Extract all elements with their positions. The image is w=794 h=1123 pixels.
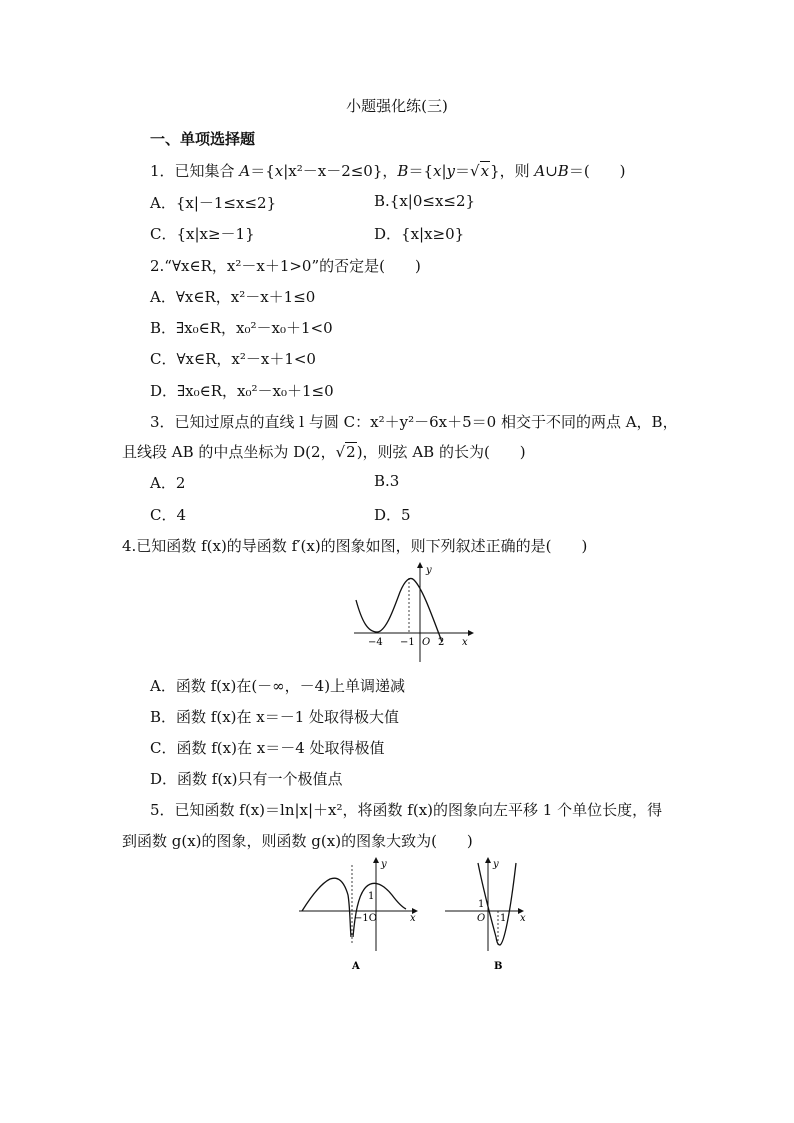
option-a-graph [296,855,421,975]
curve-right-branch [353,883,406,937]
question-3-option-d: D．5 [374,506,411,524]
question-1-option-a: A．{x|－1≤x≤2} [150,194,277,212]
question-5-stem-line-1: 5．已知函数 f(x)＝ln|x|＋x²，将函数 f(x)的图象向左平移 1 个单位长度，得 [150,801,663,819]
question-2-stem: 2.“∀x∈R，x²－x＋1>0”的否定是( ) [150,257,421,275]
y-axis-arrow [417,562,423,568]
y-label: y [493,859,499,870]
question-4-stem: 4.已知函数 f(x)的导函数 f′(x)的图象如图，则下列叙述正确的是( ) [122,537,588,555]
question-3-option-c: C．4 [150,506,187,524]
question-1-option-c: C．{x|x≥－1} [150,225,255,243]
y-axis-arrow [373,857,379,863]
origin-label: O [422,637,431,648]
question-1-stem: 1．已知集合 A＝{x|x²－x－2≤0}，B＝{x|y＝√x}，则 A∪B＝( ) [150,162,626,180]
page-title: 小题强化练(三) [346,97,448,115]
tick-minus-4: −4 [368,637,383,648]
section-heading: 一、单项选择题 [150,130,256,148]
tick-1: 1 [368,891,375,902]
question-3-option-a: A．2 [150,474,186,492]
derivative-graph [350,560,475,665]
x-label: x [520,913,526,924]
question-3-option-b: B.3 [374,472,400,490]
x-axis-arrow [468,630,474,636]
question-4-option-d: D．函数 f(x)只有一个极值点 [150,770,343,788]
tick-1-y: 1 [478,899,485,910]
question-1-option-d: D．{x|x≥0} [374,225,465,243]
y-label: y [381,859,387,870]
question-3-stem-line-1: 3．已知过原点的直线 l 与圆 C：x²＋y²－6x＋5＝0 相交于不同的两点 A，B， [150,413,678,431]
y-label: y [426,565,432,576]
curve-left-branch [302,878,351,937]
tick-minus-1: −1 [400,637,415,648]
x-label: x [410,913,416,924]
tick-minus-1-origin: −1O [354,913,377,924]
graph-caption: B [494,961,503,972]
question-5-stem-line-2: 到函数 g(x)的图象，则函数 g(x)的图象大致为( ) [122,832,473,850]
question-2-option-c: C．∀x∈R，x²－x＋1<0 [150,350,316,368]
question-2-option-a: A．∀x∈R，x²－x＋1≤0 [150,288,316,306]
option-b-graph [440,855,540,975]
origin-label: O [477,913,486,924]
question-2-option-b: B．∃x₀∈R，x₀²－x₀＋1<0 [150,319,333,337]
tick-2: 2 [438,637,445,648]
tick-1-x: 1 [500,913,507,924]
derivative-curve [356,579,442,643]
question-4-option-b: B．函数 f(x)在 x＝－1 处取得极大值 [150,708,400,726]
y-axis-arrow [485,857,491,863]
question-2-option-d: D．∃x₀∈R，x₀²－x₀＋1≤0 [150,382,334,400]
question-1-option-b: B.{x|0≤x≤2} [374,192,476,210]
graph-caption: A [352,961,360,972]
x-label: x [462,637,468,648]
question-4-option-c: C．函数 f(x)在 x＝－4 处取得极值 [150,739,385,757]
question-3-stem-line-2: 且线段 AB 的中点坐标为 D(2，√2)，则弦 AB 的长为( ) [122,443,526,461]
question-4-option-a: A．函数 f(x)在(－∞，－4)上单调递减 [150,677,406,695]
